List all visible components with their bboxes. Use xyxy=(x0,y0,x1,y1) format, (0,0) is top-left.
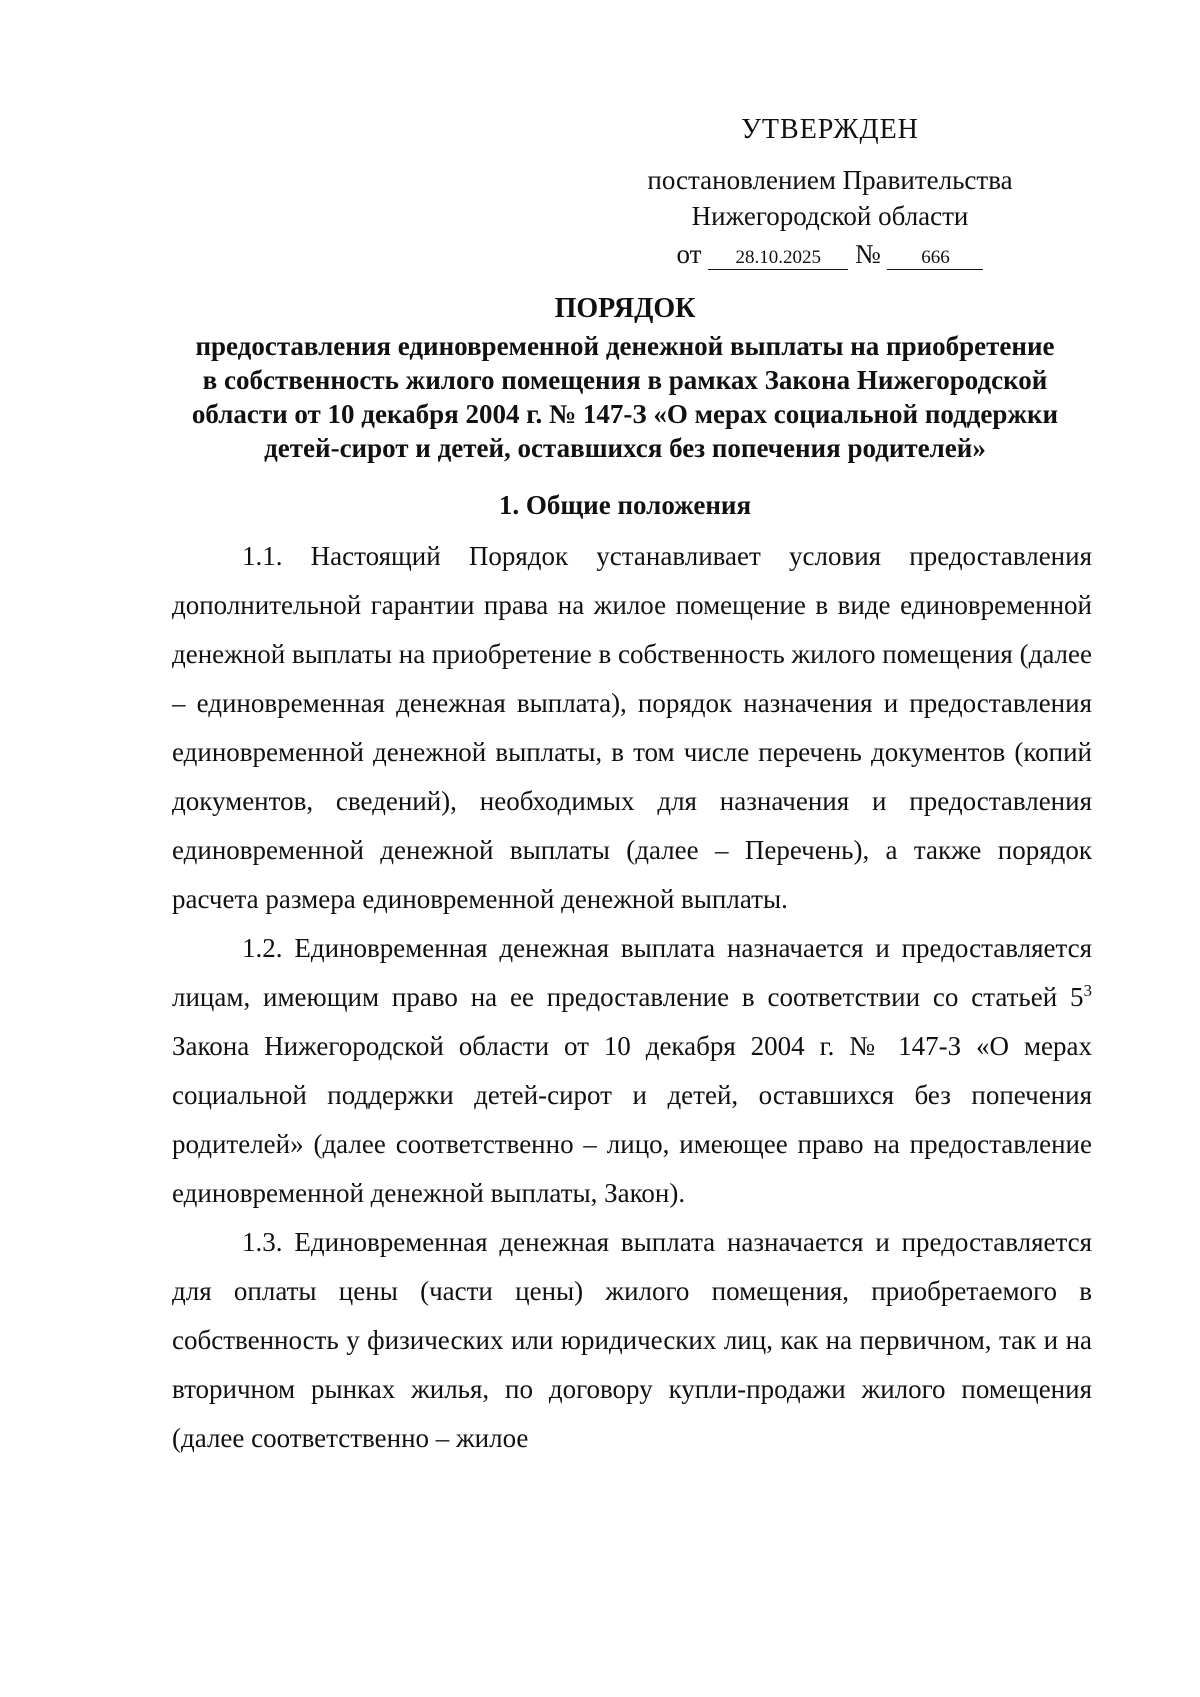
section-heading: 1. Общие положения xyxy=(498,490,752,520)
document-title: ПОРЯДОК xyxy=(554,293,696,324)
title-line-2: в собственность жилого помещения в рамках Закона Нижегородской xyxy=(202,365,1048,395)
approval-date-line xyxy=(600,236,1060,272)
paragraph-1-2 xyxy=(172,924,1092,1218)
approval-number: 666 xyxy=(887,247,983,270)
document-title-block xyxy=(155,292,1095,465)
from-label: от xyxy=(676,239,702,269)
paragraph-1-2-text-after: Закона Нижегородской области от 10 декабря 2004 г. № 147-З «О мерах социальной поддержки детей-сирот и детей, оставшихся без попечения родителей» (далее соответственно – лицо, имеющее право на предоставление единовременной денежной выплаты, Закон). xyxy=(172,1031,1092,1208)
title-line-1: предоставления единовременной денежной выплаты на приобретение xyxy=(195,331,1055,361)
title-line-4: детей-сирот и детей, оставшихся без попечения родителей» xyxy=(264,433,986,463)
approval-line-2: Нижегородской области xyxy=(691,201,969,231)
article-superscript: 3 xyxy=(1083,981,1092,1000)
approval-stamp-block xyxy=(600,112,1060,272)
approval-date: 28.10.2025 xyxy=(708,247,848,270)
paragraph-1-3: 1.3. Единовременная денежная выплата назначается и предоставляется для оплаты цены (части цены) жилого помещения, приобретаемого в собственность у физических или юридических лиц, как на первичном, так и на вторичном рынках жилья, по договору купли-продажи жилого помещения (далее соответственно – жилое xyxy=(172,1227,1092,1453)
document-body xyxy=(172,532,1092,1463)
title-line-3: области от 10 декабря 2004 г. № 147-З «О мерах социальной поддержки xyxy=(191,399,1059,429)
approved-label: УТВЕРЖДЕН xyxy=(741,114,919,145)
paragraph-1-2-text-before: 1.2. Единовременная денежная выплата назначается и предоставляется лицам, имеющим право на ее предоставление в соответствии со статьей 5 xyxy=(172,933,1092,1012)
approval-line-1: постановлением Правительства xyxy=(647,165,1013,195)
paragraph-1-1: 1.1. Настоящий Порядок устанавливает условия предоставления дополнительной гарантии права на жилое помещение в виде единовременной денежной выплаты на приобретение в собственность жилого помещения (далее – единовременная денежная выплата), порядок назначения и предоставления единовременной денежной выплаты, в том числе перечень документов (копий документов, сведений), необходимых для назначения и предоставления единовременной денежной выплаты (далее – Перечень), а также порядок расчета размера единовременной денежной выплаты. xyxy=(172,541,1092,914)
number-label: № xyxy=(854,239,881,269)
